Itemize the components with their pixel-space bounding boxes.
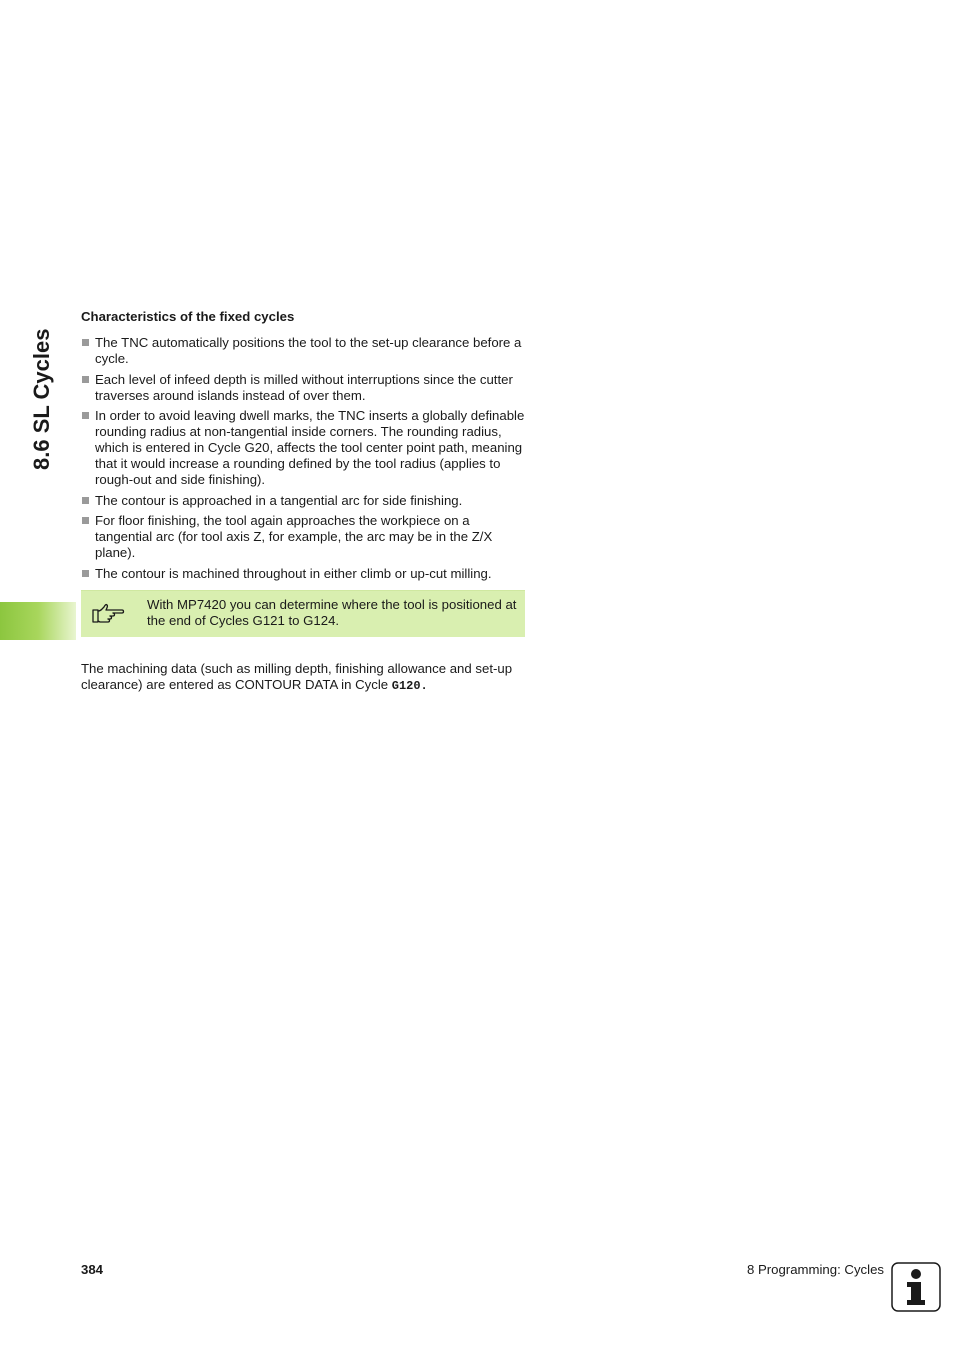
list-item xyxy=(81,372,525,404)
pointing-hand-icon xyxy=(91,600,125,626)
info-icon xyxy=(891,1262,941,1312)
list-item-text: For floor finishing, the tool again approaches the workpiece on a tangential arc (for tool axis Z, for example, the arc may be in the Z/X plane). xyxy=(95,513,493,560)
list-item-text: The contour is approached in a tangential arc for side finishing. xyxy=(95,492,463,508)
list-item xyxy=(81,513,525,561)
note-text: With MP7420 you can determine where the tool is positioned at the end of Cycles G121 to G124. xyxy=(147,596,517,628)
section-side-title xyxy=(28,310,58,470)
section-title-text: 8.6 SL Cycles xyxy=(29,328,54,470)
section-heading: Characteristics of the fixed cycles xyxy=(81,309,295,324)
list-item xyxy=(81,408,525,488)
square-bullet-icon xyxy=(82,517,89,524)
square-bullet-icon xyxy=(82,339,89,346)
list-item xyxy=(81,566,525,582)
paragraph-text: The machining data (such as milling depth, finishing allowance and set-up clearance) are entered as CONTOUR DATA in Cycle xyxy=(81,660,513,692)
square-bullet-icon xyxy=(82,412,89,419)
body-paragraph xyxy=(81,661,525,694)
note-box xyxy=(81,590,525,637)
characteristics-list xyxy=(81,335,525,582)
square-bullet-icon xyxy=(82,376,89,383)
list-item-text: In order to avoid leaving dwell marks, the TNC inserts a globally definable rounding radius at non-tangential inside corners. The rounding radius, which is entered in Cycle G20, affects the tool center point path, meaning that it would increase a rounding defined by the tool radius (applies to rough-out and side finishing). xyxy=(95,408,525,487)
list-item xyxy=(81,335,525,367)
list-item xyxy=(81,493,525,509)
square-bullet-icon xyxy=(82,497,89,504)
chapter-title: 8 Programming: Cycles xyxy=(746,1262,884,1277)
list-item-text: Each level of infeed depth is milled without interruptions since the cutter traverses around islands instead of over them. xyxy=(95,371,513,403)
cycle-code: G120. xyxy=(391,678,428,693)
page-content xyxy=(81,308,525,694)
chapter-color-tab xyxy=(0,602,76,640)
page-number: 384 xyxy=(81,1262,104,1277)
list-item-text: The contour is machined throughout in either climb or up-cut milling. xyxy=(95,565,492,581)
square-bullet-icon xyxy=(82,570,89,577)
list-item-text: The TNC automatically positions the tool to the set-up clearance before a cycle. xyxy=(95,335,522,366)
